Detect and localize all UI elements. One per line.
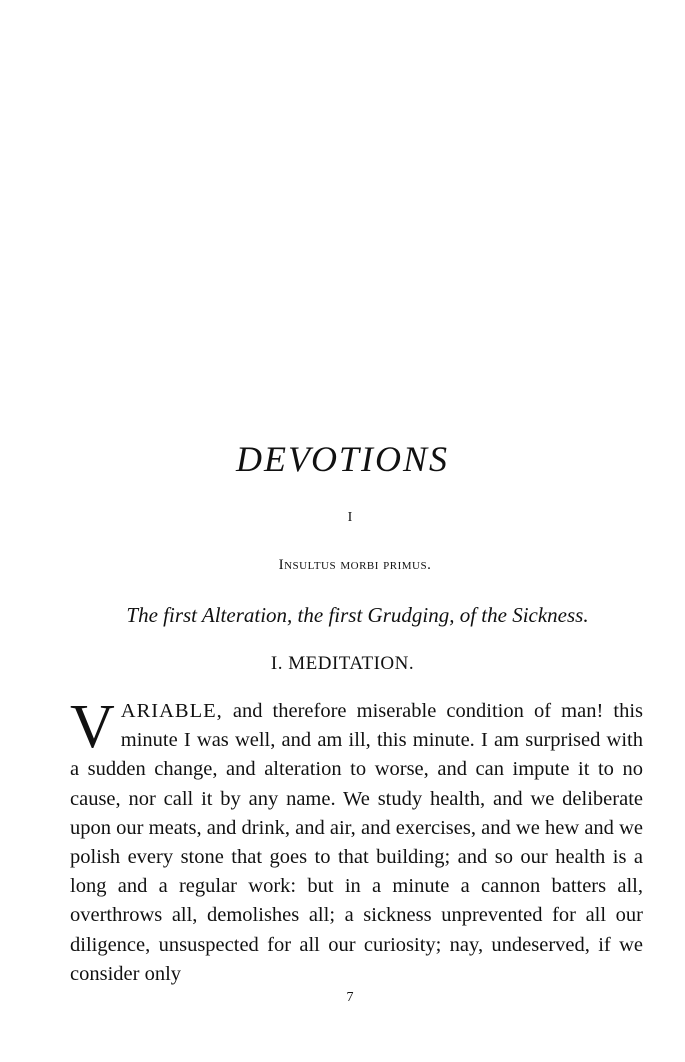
section-subtitle: The first Alteration, the first Grudging, of the Sickness.	[126, 603, 589, 627]
meditation-heading: I. MEDITATION.	[270, 653, 415, 674]
lead-caps: ARIABLE,	[120, 700, 223, 722]
page-number: 7	[346, 990, 354, 1005]
drop-cap: V	[70, 693, 115, 761]
section-number: I	[347, 510, 353, 525]
meditation-paragraph	[70, 693, 643, 989]
section-latin-heading: Insultus morbi primus.	[278, 557, 432, 573]
body-text: and therefore miserable condition of man! this minute I was well, and am ill, this minute. I am surprised with a sudden change, and alteration to worse, and can impute it to no cause, nor call it by any name. We study health, and we deliberate upon our meats, and drink, and air, and exercises, and we hew and we polish every stone that goes to that building; and so our health is a long and a regular work: but in a minute a cannon batters all, overthrows all, demolishes all; a sickness unprevented for all our diligence, unsuspected for all our curiosity; nay, undeserved, if we consider only	[70, 700, 643, 985]
page-title: DEVOTIONS	[236, 439, 449, 479]
